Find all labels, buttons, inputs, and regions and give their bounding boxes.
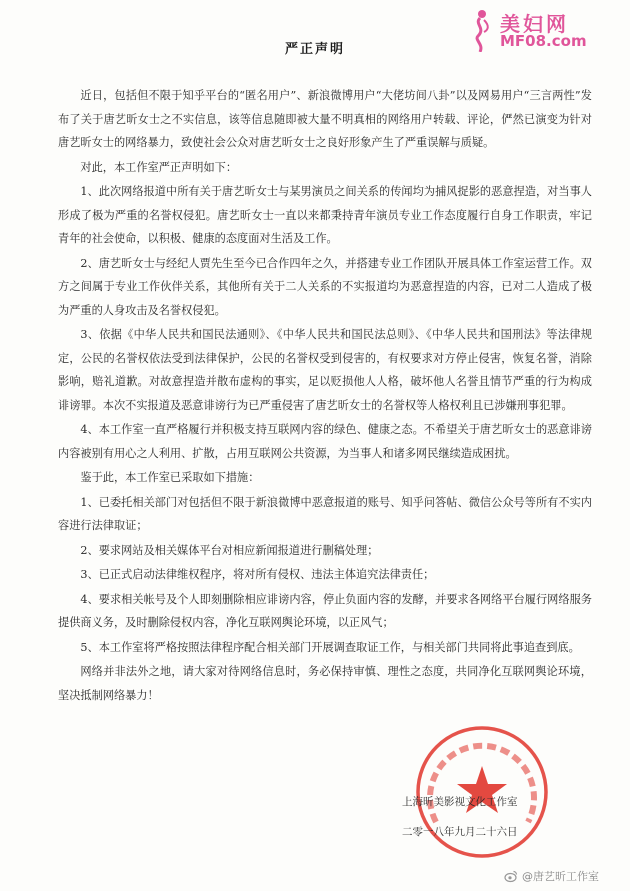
- signature-organization: 上海昕美影视文化工作室: [402, 796, 518, 808]
- signature-date: 二零一八年九月二十六日: [402, 826, 518, 838]
- statement-lead: 对此，本工作室严正声明如下：: [80, 160, 238, 174]
- measure-3: 3、已正式启动法律维权程序，将对所有侵权、违法主体追究法律责任；: [80, 568, 435, 581]
- measure-2: 2、要求网站及相关媒体平台对相应新闻报道进行删稿处理；: [80, 543, 379, 557]
- intro-paragraph: 近日，包括但不限于知乎平台的“匿名用户”、新浪微博用户“大佬坊间八卦”以及网易用户“三言两性”发布了关于唐艺昕女士之不实信息，该等信息随即被大量不明真相的网络用户转载、评论，俨然已演变为针对唐艺昕女士的网络暴力，致使社会公众对唐艺昕女士之良好形象产生了严重误解与质疑。: [58, 89, 592, 149]
- document-body: [58, 84, 592, 708]
- weibo-watermark: [504, 866, 628, 886]
- measure-5: 5、本工作室将严格按照法律程序配合相关部门开展调查取证工作，与相关部门共同将此事追查到底。: [80, 640, 580, 654]
- measure-1: 1、已委托相关部门对包括但不限于新浪微博中恶意报道的账号、知乎问答帖、微信公众号等所有不实内容进行法律取证；: [58, 495, 592, 532]
- weibo-icon: [504, 869, 518, 883]
- statement-point-2: 2、唐艺昕女士与经纪人贾先生至今已合作四年之久，并搭建专业工作团队开展具体工作室运营工作。双方之间属于专业工作伙伴关系，其他所有关于二人关系的不实报道均为恶意捏造的内容，已对二人造成了极为严重的人身攻击及名誉权侵犯。: [58, 256, 592, 317]
- measure-4: 4、要求相关帐号及个人即刻删除相应诽谤内容，停止负面内容的发酵，并要求各网络平台履行网络服务提供商义务，及时删除侵权内容，净化互联网舆论环境，以正风气；: [58, 592, 592, 629]
- watermark-site-name: 美妇网: [500, 12, 569, 36]
- watermark-site-url: MF08.com: [500, 32, 587, 50]
- closing-paragraph: 网络并非法外之地，请大家对待网络信息时，务必保持审慎、理性之态度，共同净化互联网舆论环境，坚决抵制网络暴力！: [58, 665, 592, 702]
- statement-point-4: 4、本工作室一直严格履行并积极支持互联网内容的绿色、健康之态。不希望关于唐艺昕女士的恶意诽谤内容被别有用心之人利用、扩散，占用互联网公共资源，为当事人和诸多网民继续造成困扰。: [58, 423, 592, 460]
- measures-lead: 鉴于此，本工作室已采取如下措施：: [80, 471, 260, 484]
- statement-point-1: 1、此次网络报道中所有关于唐艺昕女士与某男演员之间关系的传闻均为捕风捉影的恶意捏造，对当事人形成了极为严重的名誉权侵犯。唐艺昕女士一直以来都秉持青年演员专业工作态度履行自身工作职责，牢记青年的社会使命，以积极、健康的态度面对生活及工作。: [58, 185, 592, 245]
- weibo-account: @唐艺昕工作室: [522, 870, 599, 883]
- statement-point-3: 3、依据《中华人民共和国民法通则》、《中华人民共和国民法总则》、《中华人民共和国刑法》等法律规定，公民的名誉权依法受到法律保护，公民的名誉权受到侵害的，有权要求对方停止侵害，恢复名誉，消除影响，赔礼道歉。对故意捏造并散布虚构的事实，足以贬损他人人格，破坏他人名誉且情节严重的行为构成诽谤罪。本次不实报道及恶意诽谤行为已严重侵害了唐艺昕女士的名誉权等人格权利且已涉嫌刑事犯罪。: [58, 328, 592, 412]
- signature-block: [402, 787, 602, 847]
- document-title: 严正声明: [284, 42, 345, 57]
